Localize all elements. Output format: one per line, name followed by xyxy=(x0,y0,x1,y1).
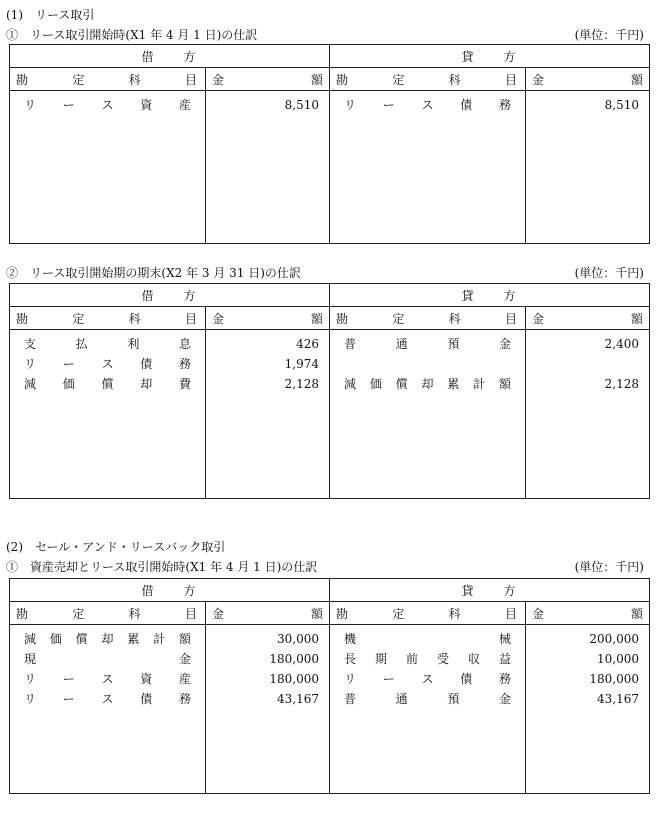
account-char: 計 xyxy=(153,632,166,646)
account-char: 金 xyxy=(178,652,191,666)
account-char: ー xyxy=(62,98,75,112)
col-header-char: 目 xyxy=(184,72,197,87)
debit-amounts xyxy=(206,330,330,499)
debit-header: 借 方 xyxy=(10,579,330,602)
account-char: リ xyxy=(24,692,37,706)
amount-value: 180,000 xyxy=(269,652,320,666)
credit-amount-col-header xyxy=(526,68,650,91)
account-char: ス xyxy=(101,672,114,686)
col-header-char: 定 xyxy=(72,311,85,326)
debit-accounts xyxy=(10,330,206,499)
account-char: 払 xyxy=(75,337,88,351)
account-char: 益 xyxy=(498,652,511,666)
account-char: 償 xyxy=(75,632,88,646)
account-char: 償 xyxy=(395,377,408,391)
credit-header: 貸 方 xyxy=(330,45,650,68)
col-header-char: 科 xyxy=(448,606,461,621)
account-char: 現 xyxy=(24,652,37,666)
account-char: 収 xyxy=(467,652,480,666)
account-char: 務 xyxy=(178,692,191,706)
account-char: ス xyxy=(101,98,114,112)
col-header-char: 勘 xyxy=(16,311,29,326)
col-header-char: 科 xyxy=(128,72,141,87)
amount-value: 2,400 xyxy=(604,337,640,351)
section-heading-1: (1) リース取引 xyxy=(6,8,95,22)
account-name xyxy=(336,354,519,374)
account-char: 預 xyxy=(447,692,460,706)
account-char: 支 xyxy=(24,337,37,351)
account-char: 償 xyxy=(101,377,114,391)
col-header-char: 勘 xyxy=(336,72,349,87)
account-char: ー xyxy=(382,98,395,112)
credit-amounts xyxy=(526,91,650,244)
sec2-title: ② リース取引開始期の期末(X2 年 3 月 31 日)の仕訳 xyxy=(6,266,301,280)
account-char: 債 xyxy=(140,692,153,706)
account-name xyxy=(16,354,199,374)
account-char: 減 xyxy=(24,377,37,391)
account-char: 械 xyxy=(499,632,512,646)
account-char: 計 xyxy=(473,377,486,391)
col-header-char: 額 xyxy=(631,72,644,87)
account-name xyxy=(16,334,199,354)
amount-value: 2,128 xyxy=(284,377,320,391)
debit-amount-col-header xyxy=(206,307,330,330)
journal-table-1 xyxy=(9,44,650,244)
sec1-unit: (単位：千円) xyxy=(574,28,644,42)
credit-account-col-header xyxy=(330,307,526,330)
amount-value: 426 xyxy=(296,337,320,351)
account-name xyxy=(16,669,199,689)
col-header-char: 勘 xyxy=(16,72,29,87)
col-header-char: 定 xyxy=(392,606,405,621)
account-char: ー xyxy=(62,672,75,686)
debit-accounts xyxy=(10,625,206,794)
col-header-char: 目 xyxy=(505,72,518,87)
account-char: 金 xyxy=(498,337,511,351)
col-header-char: 定 xyxy=(72,72,85,87)
account-name xyxy=(16,629,199,649)
amount-value: 43,167 xyxy=(277,692,320,706)
debit-accounts xyxy=(10,91,206,244)
credit-accounts xyxy=(330,330,526,499)
debit-amount-col-header xyxy=(206,602,330,625)
col-header-char: 定 xyxy=(72,606,85,621)
sec1-title: ① リース取引開始時(X1 年 4 月 1 日)の仕訳 xyxy=(6,28,258,42)
account-char: ー xyxy=(382,672,395,686)
account-char: 却 xyxy=(421,377,434,391)
amount-value: 180,000 xyxy=(269,672,320,686)
col-header-char: 定 xyxy=(392,311,405,326)
col-header-char: 金 xyxy=(212,72,225,87)
amount-value xyxy=(532,354,643,374)
account-char: 価 xyxy=(369,377,382,391)
col-header-char: 勘 xyxy=(16,606,29,621)
account-char: 普 xyxy=(344,692,357,706)
credit-header: 貸 方 xyxy=(330,284,650,307)
account-name xyxy=(336,689,519,709)
sec3-title: ① 資産売却とリース取引開始時(X1 年 4 月 1 日)の仕訳 xyxy=(6,560,318,574)
account-char: ー xyxy=(62,357,75,371)
account-char: 息 xyxy=(178,337,191,351)
col-header-char: 目 xyxy=(184,606,197,621)
amount-value: 2,128 xyxy=(604,377,640,391)
account-char: 額 xyxy=(498,377,511,391)
account-char: 資 xyxy=(140,672,153,686)
account-name xyxy=(336,669,519,689)
account-char: 産 xyxy=(178,98,191,112)
account-char: ス xyxy=(101,357,114,371)
account-name xyxy=(16,649,199,669)
account-char: リ xyxy=(24,672,37,686)
credit-amount-col-header xyxy=(526,307,650,330)
col-header-char: 額 xyxy=(631,311,644,326)
col-header-char: 目 xyxy=(184,311,197,326)
amount-value: 8,510 xyxy=(284,98,320,112)
account-name xyxy=(16,374,199,394)
account-char: 価 xyxy=(49,632,62,646)
account-char: 機 xyxy=(344,632,357,646)
col-header-char: 金 xyxy=(532,311,545,326)
account-char: 減 xyxy=(24,632,37,646)
account-char: ー xyxy=(62,692,75,706)
credit-account-col-header xyxy=(330,68,526,91)
amount-value: 1,974 xyxy=(284,357,320,371)
account-name xyxy=(336,374,519,394)
account-char: リ xyxy=(344,672,357,686)
debit-amount-col-header xyxy=(206,68,330,91)
account-char: 費 xyxy=(178,377,191,391)
col-header-char: 科 xyxy=(448,311,461,326)
account-char: 資 xyxy=(140,98,153,112)
account-char: 預 xyxy=(447,337,460,351)
account-char: リ xyxy=(24,98,37,112)
account-char: 普 xyxy=(344,337,357,351)
account-char: 受 xyxy=(436,652,449,666)
account-name xyxy=(336,629,519,649)
credit-amounts xyxy=(526,625,650,794)
credit-accounts xyxy=(330,625,526,794)
amount-value: 200,000 xyxy=(589,632,640,646)
debit-amounts xyxy=(206,625,330,794)
debit-amounts xyxy=(206,91,330,244)
journal-table-2 xyxy=(9,283,650,499)
account-char: 期 xyxy=(375,652,388,666)
col-header-char: 目 xyxy=(505,606,518,621)
account-name xyxy=(16,689,199,709)
account-char: 長 xyxy=(344,652,357,666)
account-name xyxy=(336,95,519,115)
credit-header: 貸 方 xyxy=(330,579,650,602)
debit-header: 借 方 xyxy=(10,284,330,307)
col-header-char: 額 xyxy=(311,606,324,621)
amount-value: 8,510 xyxy=(604,98,640,112)
account-char: 金 xyxy=(498,692,511,706)
col-header-char: 金 xyxy=(532,606,545,621)
col-header-char: 科 xyxy=(128,606,141,621)
col-header-char: 定 xyxy=(392,72,405,87)
account-char: リ xyxy=(344,98,357,112)
col-header-char: 目 xyxy=(505,311,518,326)
col-header-char: 額 xyxy=(311,311,324,326)
journal-table-3 xyxy=(9,578,650,794)
account-char: 累 xyxy=(127,632,140,646)
debit-header: 借 方 xyxy=(10,45,330,68)
account-char: ス xyxy=(101,692,114,706)
account-char: ス xyxy=(421,98,434,112)
section-heading-2: (2) セール・アンド・リースバック取引 xyxy=(6,540,226,554)
col-header-char: 金 xyxy=(532,72,545,87)
col-header-char: 勘 xyxy=(336,606,349,621)
col-header-char: 額 xyxy=(311,72,324,87)
amount-value: 180,000 xyxy=(589,672,640,686)
account-char: 務 xyxy=(498,672,511,686)
account-name xyxy=(16,95,199,115)
credit-amounts xyxy=(526,330,650,499)
account-char: 通 xyxy=(395,337,408,351)
col-header-char: 額 xyxy=(631,606,644,621)
debit-account-col-header xyxy=(10,602,206,625)
amount-value: 30,000 xyxy=(277,632,320,646)
credit-accounts xyxy=(330,91,526,244)
account-name xyxy=(336,649,519,669)
sec2-unit: (単位：千円) xyxy=(574,266,644,280)
account-char: 利 xyxy=(127,337,140,351)
account-char: 額 xyxy=(178,632,191,646)
account-char: 産 xyxy=(178,672,191,686)
col-header-char: 勘 xyxy=(336,311,349,326)
col-header-char: 科 xyxy=(448,72,461,87)
account-char: 却 xyxy=(140,377,153,391)
sec3-unit: (単位：千円) xyxy=(574,560,644,574)
credit-account-col-header xyxy=(330,602,526,625)
account-char: 価 xyxy=(62,377,75,391)
credit-amount-col-header xyxy=(526,602,650,625)
account-char: 通 xyxy=(395,692,408,706)
account-char: 前 xyxy=(405,652,418,666)
debit-account-col-header xyxy=(10,307,206,330)
col-header-char: 科 xyxy=(128,311,141,326)
account-name xyxy=(336,334,519,354)
account-char: 減 xyxy=(344,377,357,391)
account-char: リ xyxy=(24,357,37,371)
account-char: 債 xyxy=(460,98,473,112)
account-char: ス xyxy=(421,672,434,686)
account-char: 務 xyxy=(178,357,191,371)
account-char: 債 xyxy=(140,357,153,371)
amount-value: 43,167 xyxy=(597,692,640,706)
col-header-char: 金 xyxy=(212,606,225,621)
account-char: 務 xyxy=(498,98,511,112)
account-char: 却 xyxy=(101,632,114,646)
debit-account-col-header xyxy=(10,68,206,91)
account-char: 累 xyxy=(447,377,460,391)
amount-value: 10,000 xyxy=(597,652,640,666)
account-char: 債 xyxy=(460,672,473,686)
col-header-char: 金 xyxy=(212,311,225,326)
